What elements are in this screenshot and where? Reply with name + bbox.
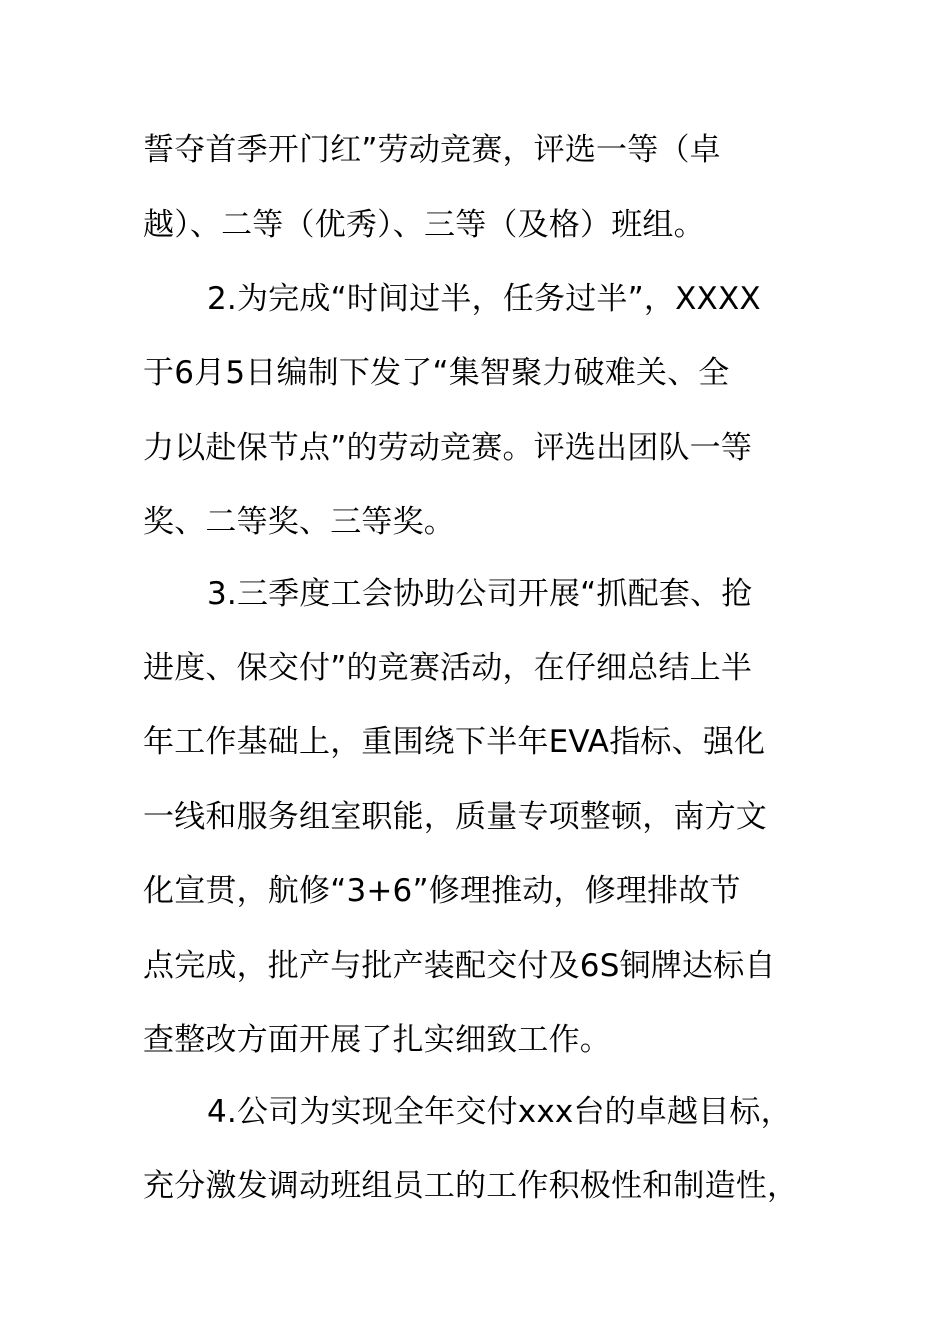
text-line: 于6月5日编制下发了“集智聚力破难关、全 xyxy=(143,355,730,391)
text-line: 年工作基础上，重围绕下半年EVA指标、强化 xyxy=(143,724,766,760)
paragraph-4-start: 4.公司为实现全年交付xxx台的卓越目标， xyxy=(207,1094,792,1130)
text-line: 进度、保交付”的竞赛活动，在仔细总结上半 xyxy=(143,650,753,686)
text-line: 力以赴保节点”的劳动竞赛。评选出团队一等 xyxy=(143,430,753,466)
text-line: 化宣贯，航修“3+6”修理推动，修理排故节 xyxy=(143,873,741,909)
paragraph-3-start: 3.三季度工会协助公司开展“抓配套、抢 xyxy=(207,576,753,612)
text-line: 充分激发调动班组员工的工作积极性和制造性， xyxy=(143,1168,799,1204)
text-line: 誓夺首季开门红”劳动竞赛，评选一等（卓 xyxy=(143,132,721,168)
text-line: 一线和服务组室职能，质量专项整顿，南方文 xyxy=(143,799,767,835)
text-line: 点完成，批产与批产装配交付及6S铜牌达标自 xyxy=(143,948,776,984)
text-line: 奖、二等奖、三等奖。 xyxy=(143,504,455,540)
paragraph-2-start: 2.为完成“时间过半，任务过半”，XXXX xyxy=(207,281,761,317)
text-line: 越）、二等（优秀）、三等（及格）班组。 xyxy=(143,207,705,243)
text-line: 查整改方面开展了扎实细致工作。 xyxy=(143,1022,611,1058)
